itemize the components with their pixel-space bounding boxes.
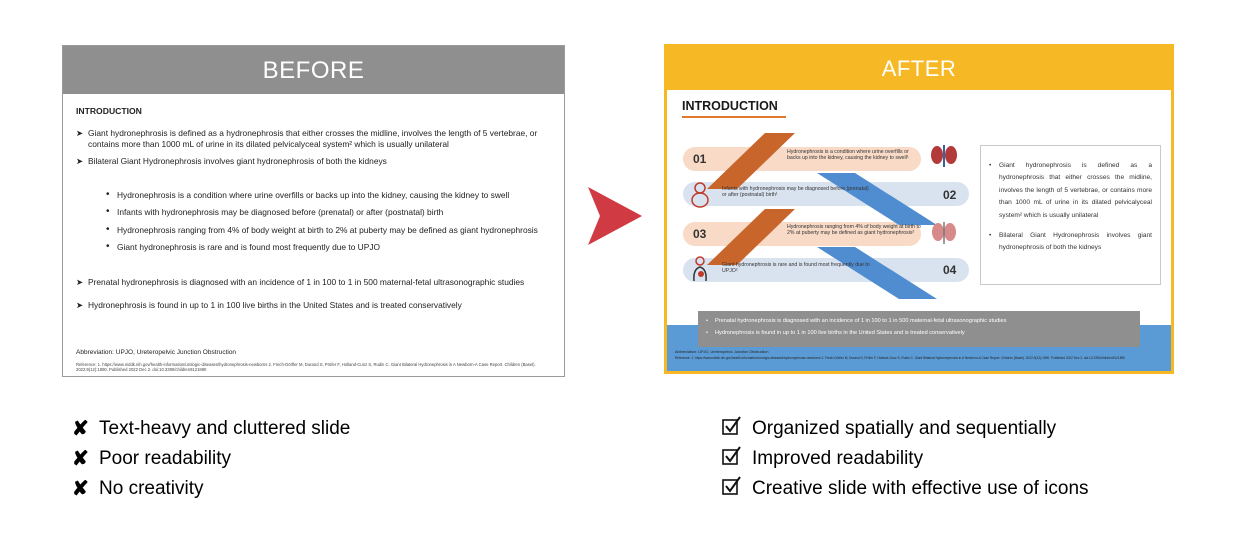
checkbox-check-icon <box>722 416 752 443</box>
cons-item: ✘ Text-heavy and cluttered slide <box>72 418 351 440</box>
row-text: Giant hydronephrosis is rare and is found most frequently due to UPJO² <box>722 262 870 275</box>
before-slide <box>62 45 565 377</box>
x-mark-icon: ✘ <box>72 418 89 440</box>
before-dot-item: • Hydronephrosis is a condition where urine overfills or backs up into the kidney, causing the kidney to swell <box>106 189 510 200</box>
checkbox-check-icon <box>722 446 752 473</box>
stats-item: • Prenatal hydronephrosis is diagnosed with an incidence of 1 in 100 to 1 in 500 maternal-fetal ultrasonographic studies <box>706 318 1007 324</box>
before-dot-list <box>76 190 554 253</box>
arrow-bullet-icon: ➤ <box>76 156 84 166</box>
before-arrow-item: ➤ Prenatal hydronephrosis is diagnosed with an incidence of 1 in 100 to 1 in 500 maternal-fetal ultrasonographic studies <box>76 277 525 288</box>
stats-box <box>698 311 1140 347</box>
dot-bullet-icon: • <box>106 206 110 218</box>
right-arrow-icon <box>588 187 642 245</box>
mother-baby-icon <box>687 255 713 285</box>
checkbox-check-icon <box>722 476 752 503</box>
after-reference: Reference: 1. https://www.niddk.nih.gov/health-information/urologic-diseases/hydronephrosis-newborns 2. Frech-Dörfler M, Durand S, Prüfer F, Holland-Cunz S, Rudin C. Giant Bilateral Hydronephrosis in A Newborn-A Case Report. Children (Basel). 2022;9(12):1890. Published 2022 Dec 2. doi:10.3390/children9121890 <box>675 356 1126 360</box>
row-text: Infants with hydronephrosis may be diagnosed before (prenatal) or after (postnatal) birth¹ <box>722 186 869 199</box>
kidney-pair-icon <box>929 217 959 247</box>
row-number: 04 <box>943 263 957 277</box>
after-intro-heading: INTRODUCTION <box>682 99 778 113</box>
after-abbreviation: Abbreviation: UPJO, Ureteropelvic Junction Obstruction <box>675 350 769 354</box>
heading-underline <box>682 116 786 118</box>
cons-item: ✘ No creativity <box>72 478 204 500</box>
before-reference: Reference: 1. https://www.niddk.nih.gov/health-information/urologic-diseases/hydronephrosis-newborns 2. Frech-Dörfler M, Durand S, Prüfer F, Holland-Cunz S, Rudin C. Giant Bilateral Hydronephrosis in A Newborn-A Case Report. Children (Basel). 2022;9(12):1890. Published 2022 Dec 2. doi:10.3390/children9121890 <box>76 362 536 373</box>
pros-list <box>722 414 1089 504</box>
pros-item: Organized spatially and sequentially <box>722 414 1089 444</box>
before-dot-item: • Hydronephrosis ranging from 4% of body weight at birth to 2% at puberty may be defined as giant hydronephrosis <box>106 223 538 235</box>
before-arrow-item: ➤ Giant hydronephrosis is defined as a hydronephrosis that either crosses the midline, involves the length of 5 vertebrae, or contains more than 1000 mL of urine in its dilated pelvicalyceal system² which is usually unilateral <box>76 128 538 149</box>
dot-bullet-icon: • <box>706 329 708 336</box>
cons-list <box>72 414 350 504</box>
row-text: Hydronephrosis is a condition where urine overfills or backs up into the kidney, causing the kidney to swell¹ <box>787 149 909 162</box>
blue-stripe-1 <box>817 173 937 225</box>
x-mark-icon: ✘ <box>72 478 89 500</box>
dot-bullet-icon: • <box>106 189 110 200</box>
row-number: 03 <box>693 227 707 241</box>
dot-bullet-icon: • <box>106 241 110 253</box>
after-header: AFTER <box>667 47 1171 90</box>
dot-bullet-icon: • <box>989 232 992 240</box>
orange-stripe-2 <box>707 209 797 265</box>
arrow-bullet-icon: ➤ <box>76 300 84 311</box>
x-mark-icon: ✘ <box>72 448 89 470</box>
card-item: • Giant hydronephrosis is defined as a hydronephrosis that either crosses the midline, involves the length of 5 vertebrae, or contains more than 1000 mL of urine in its dilated pelvicalyceal system² which is usually unilateral <box>989 162 1152 219</box>
kidneys-icon <box>929 141 959 171</box>
before-arrow-item: ➤ Hydronephrosis is found in up to 1 in 100 live births in the United States and is treated conservatively <box>76 300 462 311</box>
pros-item: Creative slide with effective use of icons <box>722 474 1089 504</box>
before-abbreviation: Abbreviation: UPJO, Ureteropelvic Junction Obstruction <box>76 349 237 356</box>
pros-item: Improved readability <box>722 444 1089 474</box>
before-slide-body <box>76 106 554 317</box>
before-header: BEFORE <box>63 46 564 94</box>
after-info-card <box>980 145 1161 285</box>
row-number: 02 <box>943 188 957 202</box>
dot-bullet-icon: • <box>106 223 110 235</box>
dot-bullet-icon: • <box>989 162 992 169</box>
before-intro-heading: INTRODUCTION <box>76 106 142 116</box>
row-text: Hydronephrosis ranging from 4% of body weight at birth to 2% at puberty may be defined as giant hydronephrosis² <box>787 224 921 237</box>
arrow-bullet-icon: ➤ <box>76 277 84 288</box>
stats-item: • Hydronephrosis is found in up to 1 in 100 live births in the United States and is treated conservatively <box>706 329 965 336</box>
row-number: 01 <box>693 152 707 166</box>
dot-bullet-icon: • <box>706 318 708 324</box>
before-stats-block <box>76 277 554 311</box>
before-dot-item: • Infants with hydronephrosis may be diagnosed before (prenatal) or after (postnatal) birth <box>106 206 444 218</box>
after-slide <box>664 44 1174 374</box>
before-dot-item: • Giant hydronephrosis is rare and is found most frequently due to UPJO <box>106 241 381 253</box>
card-item: • Bilateral Giant Hydronephrosis involves giant hydronephrosis of both the kidneys <box>989 232 1152 252</box>
cons-item: ✘ Poor readability <box>72 448 232 470</box>
infant-icon <box>687 181 713 209</box>
before-arrow-item: ➤ Bilateral Giant Hydronephrosis involves giant hydronephrosis of both the kidneys <box>76 156 387 166</box>
orange-stripe-1 <box>707 133 797 189</box>
arrow-bullet-icon: ➤ <box>76 128 84 138</box>
